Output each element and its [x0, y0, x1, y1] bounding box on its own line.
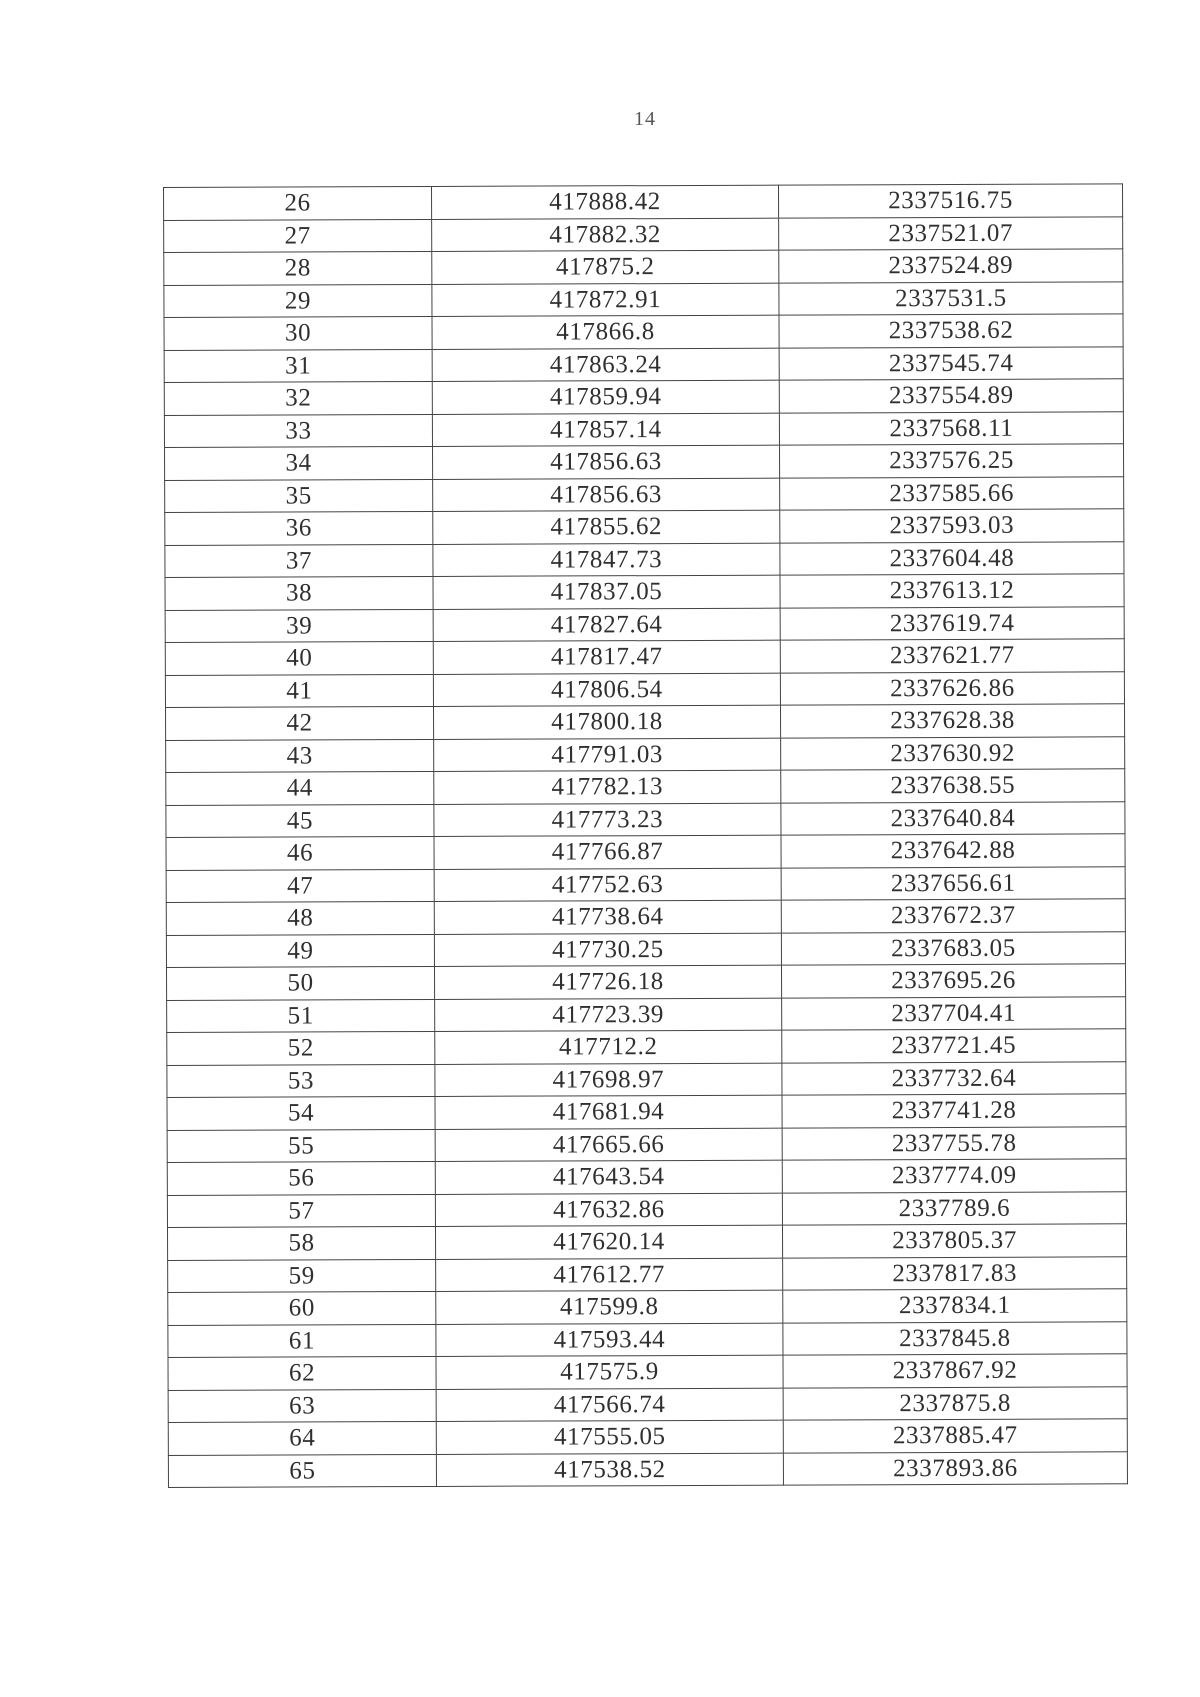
table-row: [165, 509, 1124, 545]
point-number-cell: 52: [167, 1031, 435, 1065]
y-coordinate-cell: 2337893.86: [783, 1451, 1127, 1485]
table-row: [165, 476, 1124, 512]
y-coordinate-cell: 2337604.48: [780, 541, 1124, 575]
table-row: [164, 314, 1123, 350]
table-row: [167, 1191, 1126, 1227]
point-number-cell: 46: [166, 836, 434, 870]
coordinate-table-container: [163, 183, 1128, 1488]
point-number-cell: 54: [167, 1096, 435, 1130]
y-coordinate-cell: 2337834.1: [783, 1289, 1127, 1323]
y-coordinate-cell: 2337621.77: [780, 639, 1124, 673]
y-coordinate-cell: 2337626.86: [780, 671, 1124, 705]
y-coordinate-cell: 2337545.74: [779, 346, 1123, 380]
y-coordinate-cell: 2337554.89: [779, 379, 1123, 413]
point-number-cell: 36: [165, 511, 433, 545]
point-number-cell: 53: [167, 1064, 435, 1098]
table-row: [164, 346, 1123, 382]
table-row: [167, 1094, 1126, 1130]
table-row: [167, 1126, 1126, 1162]
x-coordinate-cell: 417856.63: [433, 478, 780, 512]
y-coordinate-cell: 2337613.12: [780, 574, 1124, 608]
y-coordinate-cell: 2337630.92: [781, 736, 1125, 770]
y-coordinate-cell: 2337568.11: [779, 411, 1123, 445]
point-number-cell: 29: [164, 284, 432, 318]
y-coordinate-cell: 2337755.78: [782, 1126, 1126, 1160]
point-number-cell: 47: [166, 869, 434, 903]
x-coordinate-cell: 417782.13: [434, 770, 781, 804]
table-row: [168, 1386, 1127, 1422]
point-number-cell: 34: [165, 446, 433, 480]
table-row: [165, 444, 1124, 480]
x-coordinate-cell: 417726.18: [434, 965, 781, 999]
point-number-cell: 38: [165, 576, 433, 610]
table-row: [167, 996, 1126, 1032]
y-coordinate-cell: 2337695.26: [781, 964, 1125, 998]
x-coordinate-cell: 417859.94: [432, 380, 779, 414]
table-row: [165, 574, 1124, 610]
point-number-cell: 39: [165, 609, 433, 643]
table-row: [164, 216, 1123, 252]
y-coordinate-cell: 2337683.05: [781, 931, 1125, 965]
x-coordinate-cell: 417575.9: [436, 1355, 783, 1389]
point-number-cell: 48: [166, 901, 434, 935]
table-row: [166, 899, 1125, 935]
table-row: [165, 704, 1124, 740]
y-coordinate-cell: 2337524.89: [779, 249, 1123, 283]
x-coordinate-cell: 417681.94: [435, 1095, 782, 1129]
x-coordinate-cell: 417827.64: [433, 608, 780, 642]
table-row: [164, 379, 1123, 415]
table-row: [166, 834, 1125, 870]
x-coordinate-cell: 417855.62: [433, 510, 780, 544]
y-coordinate-cell: 2337704.41: [782, 996, 1126, 1030]
x-coordinate-cell: 417566.74: [436, 1388, 783, 1422]
coordinate-table: [163, 183, 1128, 1488]
point-number-cell: 59: [168, 1259, 436, 1293]
point-number-cell: 57: [167, 1194, 435, 1228]
point-number-cell: 45: [166, 804, 434, 838]
point-number-cell: 35: [165, 479, 433, 513]
y-coordinate-cell: 2337817.83: [783, 1256, 1127, 1290]
x-coordinate-cell: 417856.63: [432, 445, 779, 479]
point-number-cell: 56: [167, 1161, 435, 1195]
x-coordinate-cell: 417632.86: [435, 1193, 782, 1227]
table-row: [165, 671, 1124, 707]
x-coordinate-cell: 417698.97: [435, 1063, 782, 1097]
point-number-cell: 33: [164, 414, 432, 448]
x-coordinate-cell: 417817.47: [433, 640, 780, 674]
x-coordinate-cell: 417806.54: [433, 673, 780, 707]
y-coordinate-cell: 2337774.09: [782, 1159, 1126, 1193]
x-coordinate-cell: 417752.63: [434, 868, 781, 902]
point-number-cell: 44: [166, 771, 434, 805]
table-row: [167, 1029, 1126, 1065]
x-coordinate-cell: 417712.2: [435, 1030, 782, 1064]
x-coordinate-cell: 417599.8: [436, 1290, 783, 1324]
point-number-cell: 51: [167, 999, 435, 1033]
point-number-cell: 62: [168, 1356, 436, 1390]
point-number-cell: 31: [164, 349, 432, 383]
point-number-cell: 58: [167, 1226, 435, 1260]
point-number-cell: 55: [167, 1129, 435, 1163]
y-coordinate-cell: 2337732.64: [782, 1061, 1126, 1095]
x-coordinate-cell: 417665.66: [435, 1128, 782, 1162]
y-coordinate-cell: 2337656.61: [781, 866, 1125, 900]
x-coordinate-cell: 417766.87: [434, 835, 781, 869]
point-number-cell: 27: [164, 219, 432, 253]
point-number-cell: 60: [168, 1291, 436, 1325]
y-coordinate-cell: 2337640.84: [781, 801, 1125, 835]
y-coordinate-cell: 2337585.66: [780, 476, 1124, 510]
point-number-cell: 28: [164, 251, 432, 285]
x-coordinate-cell: 417738.64: [434, 900, 781, 934]
table-row: [165, 541, 1124, 577]
y-coordinate-cell: 2337516.75: [778, 184, 1122, 218]
table-row: [166, 801, 1125, 837]
y-coordinate-cell: 2337789.6: [782, 1191, 1126, 1225]
table-row: [164, 411, 1123, 447]
x-coordinate-cell: 417723.39: [435, 998, 782, 1032]
x-coordinate-cell: 417888.42: [431, 185, 778, 219]
y-coordinate-cell: 2337885.47: [783, 1419, 1127, 1453]
point-number-cell: 50: [166, 966, 434, 1000]
table-row: [164, 281, 1123, 317]
table-row: [168, 1256, 1127, 1292]
y-coordinate-cell: 2337638.55: [781, 769, 1125, 803]
y-coordinate-cell: 2337628.38: [780, 704, 1124, 738]
table-row: [166, 866, 1125, 902]
x-coordinate-cell: 417538.52: [436, 1453, 783, 1487]
x-coordinate-cell: 417643.54: [435, 1160, 782, 1194]
y-coordinate-cell: 2337741.28: [782, 1094, 1126, 1128]
table-row: [166, 931, 1125, 967]
table-row: [164, 184, 1123, 220]
x-coordinate-cell: 417837.05: [433, 575, 780, 609]
table-row: [168, 1451, 1127, 1487]
point-number-cell: 41: [165, 674, 433, 708]
point-number-cell: 65: [168, 1454, 436, 1488]
y-coordinate-cell: 2337538.62: [779, 314, 1123, 348]
table-row: [168, 1321, 1127, 1357]
y-coordinate-cell: 2337805.37: [782, 1224, 1126, 1258]
coordinate-table-body: [164, 184, 1128, 1488]
x-coordinate-cell: 417555.05: [436, 1420, 783, 1454]
point-number-cell: 26: [164, 186, 432, 220]
x-coordinate-cell: 417863.24: [432, 348, 779, 382]
x-coordinate-cell: 417847.73: [433, 543, 780, 577]
table-row: [166, 769, 1125, 805]
table-row: [164, 249, 1123, 285]
x-coordinate-cell: 417875.2: [432, 250, 779, 284]
point-number-cell: 61: [168, 1324, 436, 1358]
x-coordinate-cell: 417800.18: [433, 705, 780, 739]
point-number-cell: 49: [166, 934, 434, 968]
point-number-cell: 42: [165, 706, 433, 740]
x-coordinate-cell: 417612.77: [436, 1258, 783, 1292]
x-coordinate-cell: 417620.14: [435, 1225, 782, 1259]
y-coordinate-cell: 2337531.5: [779, 281, 1123, 315]
table-row: [168, 1289, 1127, 1325]
table-row: [165, 639, 1124, 675]
point-number-cell: 63: [168, 1389, 436, 1423]
y-coordinate-cell: 2337593.03: [780, 509, 1124, 543]
y-coordinate-cell: 2337875.8: [783, 1386, 1127, 1420]
table-row: [165, 606, 1124, 642]
y-coordinate-cell: 2337576.25: [779, 444, 1123, 478]
table-row: [167, 1224, 1126, 1260]
x-coordinate-cell: 417882.32: [432, 218, 779, 252]
y-coordinate-cell: 2337642.88: [781, 834, 1125, 868]
table-row: [168, 1354, 1127, 1390]
x-coordinate-cell: 417730.25: [434, 933, 781, 967]
point-number-cell: 37: [165, 544, 433, 578]
table-row: [166, 736, 1125, 772]
point-number-cell: 40: [165, 641, 433, 675]
y-coordinate-cell: 2337845.8: [783, 1321, 1127, 1355]
y-coordinate-cell: 2337672.37: [781, 899, 1125, 933]
x-coordinate-cell: 417857.14: [432, 413, 779, 447]
table-row: [168, 1419, 1127, 1455]
y-coordinate-cell: 2337867.92: [783, 1354, 1127, 1388]
y-coordinate-cell: 2337521.07: [779, 216, 1123, 250]
page-number: 14: [634, 108, 656, 130]
x-coordinate-cell: 417791.03: [434, 738, 781, 772]
x-coordinate-cell: 417593.44: [436, 1323, 783, 1357]
y-coordinate-cell: 2337721.45: [782, 1029, 1126, 1063]
y-coordinate-cell: 2337619.74: [780, 606, 1124, 640]
point-number-cell: 64: [168, 1421, 436, 1455]
point-number-cell: 43: [166, 739, 434, 773]
x-coordinate-cell: 417872.91: [432, 283, 779, 317]
table-row: [167, 1159, 1126, 1195]
point-number-cell: 32: [164, 381, 432, 415]
point-number-cell: 30: [164, 316, 432, 350]
x-coordinate-cell: 417866.8: [432, 315, 779, 349]
table-row: [166, 964, 1125, 1000]
table-row: [167, 1061, 1126, 1097]
x-coordinate-cell: 417773.23: [434, 803, 781, 837]
